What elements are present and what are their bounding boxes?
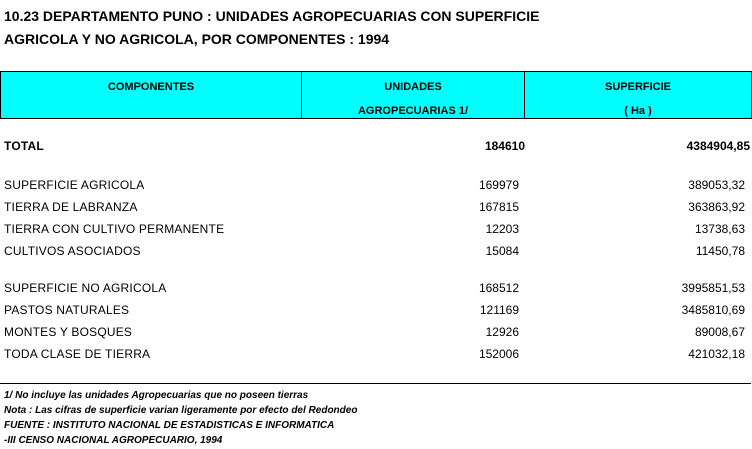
footnote-1: 1/ No incluye las unidades Agropecuarias que no poseen tierras — [4, 390, 309, 401]
row-label: TIERRA DE LABRANZA — [4, 200, 138, 214]
row-label: TOTAL — [4, 139, 44, 153]
footnote-census: -III CENSO NACIONAL AGROPECUARIO, 1994 — [4, 435, 223, 446]
row-superficie: 89008,67 — [694, 325, 745, 339]
header-superficie-unit: ( Ha ) — [624, 105, 652, 117]
header-cell-componentes — [0, 71, 302, 119]
footnote-note: Nota : Las cifras de superficie varian ligeramente por efecto del Redondeo — [4, 405, 358, 416]
row-superficie: 3485810,69 — [681, 303, 745, 317]
page-title-line1: 10.23 DEPARTAMENTO PUNO : UNIDADES AGROPECUARIAS CON SUPERFICIE — [4, 8, 540, 24]
page-title-line2: AGRICOLA Y NO AGRICOLA, POR COMPONENTES : 1994 — [4, 31, 390, 47]
row-unidades: 168512 — [478, 281, 519, 295]
header-unidades: UNIDADES — [384, 81, 442, 93]
row-unidades: 169979 — [478, 178, 519, 192]
row-unidades: 15084 — [485, 244, 519, 258]
row-label: TIERRA CON CULTIVO PERMANENTE — [4, 222, 225, 236]
header-cell-unidades — [301, 71, 525, 119]
row-unidades: 152006 — [478, 347, 519, 361]
footnote-source: FUENTE : INSTITUTO NACIONAL DE ESTADISTICAS E INFORMATICA — [4, 420, 335, 431]
row-superficie: 4384904,85 — [686, 139, 750, 153]
row-superficie: 389053,32 — [688, 178, 745, 192]
row-label: PASTOS NATURALES — [4, 303, 130, 317]
row-label: MONTES Y BOSQUES — [4, 325, 133, 339]
row-unidades: 184610 — [484, 139, 525, 153]
row-label: CULTIVOS ASOCIADOS — [4, 244, 141, 258]
row-label: SUPERFICIE AGRICOLA — [4, 178, 145, 192]
row-superficie: 11450,78 — [695, 244, 745, 258]
row-unidades: 12926 — [485, 325, 519, 339]
header-componentes: COMPONENTES — [107, 81, 195, 93]
row-superficie: 363863,92 — [688, 200, 745, 214]
divider — [0, 383, 751, 384]
row-unidades: 121169 — [479, 303, 519, 317]
row-superficie: 13738,63 — [694, 222, 745, 236]
header-cell-superficie — [524, 71, 752, 119]
row-unidades: 167815 — [478, 200, 519, 214]
row-label: SUPERFICIE NO AGRICOLA — [4, 281, 167, 295]
header-unidades-sub: AGROPECUARIAS 1/ — [357, 105, 469, 117]
header-superficie: SUPERFICIE — [604, 81, 671, 93]
row-unidades: 12203 — [485, 222, 519, 236]
row-superficie: 3995851,53 — [681, 281, 745, 295]
row-label: TODA CLASE DE TIERRA — [4, 347, 151, 361]
row-superficie: 421032,18 — [688, 347, 745, 361]
